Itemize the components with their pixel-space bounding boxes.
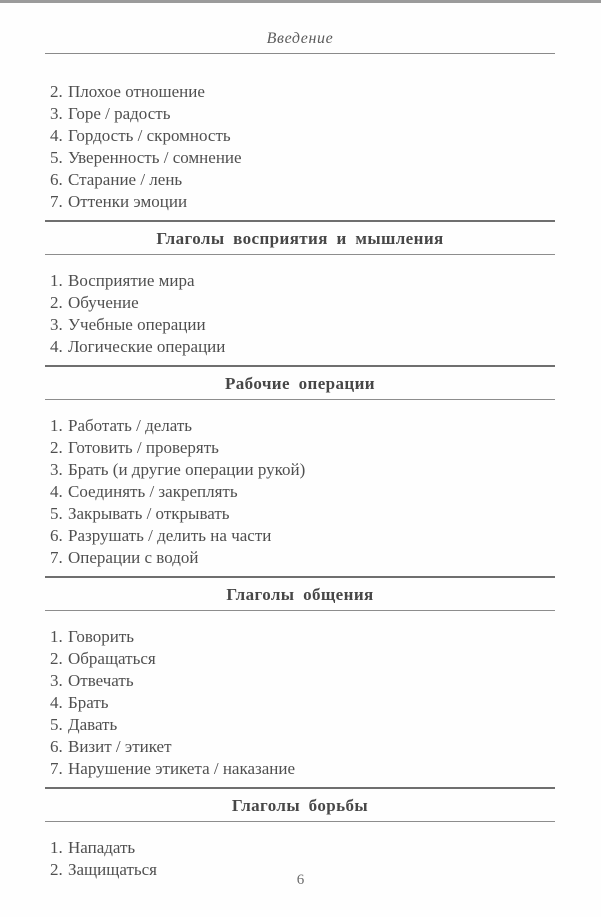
section-header-band bbox=[45, 220, 555, 255]
toc-item-text: Брать bbox=[68, 693, 109, 712]
toc-item-number: 1. bbox=[50, 838, 63, 857]
toc-item bbox=[50, 459, 555, 481]
toc-item-text: Соединять / закреплять bbox=[68, 482, 238, 501]
toc-item bbox=[50, 415, 555, 437]
toc-item bbox=[50, 191, 555, 213]
toc-item-number: 1. bbox=[50, 416, 63, 435]
page-edge-line bbox=[0, 0, 601, 3]
section-title: Глаголы общения bbox=[226, 585, 374, 604]
toc-item-text: Плохое отношение bbox=[68, 82, 205, 101]
toc-item-text: Учебные операции bbox=[68, 315, 206, 334]
running-head-rule bbox=[45, 53, 555, 54]
toc-item bbox=[50, 292, 555, 314]
toc-item-number: 2. bbox=[50, 860, 63, 879]
toc-item-text: Горе / радость bbox=[68, 104, 171, 123]
toc-item-number: 5. bbox=[50, 148, 63, 167]
toc-item-number: 2. bbox=[50, 82, 63, 101]
toc-item-number: 3. bbox=[50, 315, 63, 334]
toc-item-number: 1. bbox=[50, 271, 63, 290]
toc-item-text: Защищаться bbox=[68, 860, 157, 879]
toc-item-text: Закрывать / открывать bbox=[68, 504, 230, 523]
toc-item-text: Нападать bbox=[68, 838, 136, 857]
toc-item-text: Операции с водой bbox=[68, 548, 199, 567]
toc-item bbox=[50, 837, 555, 859]
toc-list bbox=[45, 415, 555, 569]
toc-sections bbox=[45, 81, 555, 881]
toc-item-number: 4. bbox=[50, 337, 63, 356]
toc-item-number: 7. bbox=[50, 548, 63, 567]
toc-item bbox=[50, 736, 555, 758]
toc-item-text: Говорить bbox=[68, 627, 135, 646]
toc-item-text: Гордость / скромность bbox=[68, 126, 231, 145]
toc-item-text: Старание / лень bbox=[68, 170, 183, 189]
toc-item-number: 4. bbox=[50, 693, 63, 712]
section-header-band bbox=[45, 576, 555, 611]
toc-list bbox=[45, 81, 555, 213]
toc-item-number: 3. bbox=[50, 460, 63, 479]
toc-item bbox=[50, 692, 555, 714]
page-number: 6 bbox=[296, 872, 305, 888]
toc-item-text: Разрушать / делить на части bbox=[68, 526, 272, 545]
section-title: Глаголы восприятия и мышления bbox=[156, 229, 444, 248]
toc-item-number: 6. bbox=[50, 526, 63, 545]
toc-item-text: Уверенность / сомнение bbox=[68, 148, 242, 167]
toc-item-number: 5. bbox=[50, 715, 63, 734]
toc-item-text: Логические операции bbox=[68, 337, 226, 356]
running-head-title: Введение bbox=[266, 30, 334, 47]
toc-item-number: 2. bbox=[50, 649, 63, 668]
toc-item-text: Отвечать bbox=[68, 671, 134, 690]
toc-item-text: Нарушение этикета / наказание bbox=[68, 759, 296, 778]
toc-item bbox=[50, 758, 555, 780]
toc-item-text: Визит / этикет bbox=[68, 737, 172, 756]
section-header-band bbox=[45, 365, 555, 400]
toc-item bbox=[50, 270, 555, 292]
toc-list bbox=[45, 626, 555, 780]
toc-item bbox=[50, 547, 555, 569]
toc-item bbox=[50, 437, 555, 459]
running-head bbox=[45, 30, 555, 54]
toc-item-number: 4. bbox=[50, 126, 63, 145]
toc-item-text: Оттенки эмоции bbox=[68, 192, 188, 211]
toc-item-text: Готовить / проверять bbox=[68, 438, 219, 457]
toc-item bbox=[50, 670, 555, 692]
toc-item-number: 2. bbox=[50, 438, 63, 457]
toc-item-number: 7. bbox=[50, 192, 63, 211]
toc-item bbox=[50, 481, 555, 503]
toc-item-text: Давать bbox=[68, 715, 118, 734]
toc-item bbox=[50, 103, 555, 125]
toc-item-text: Обучение bbox=[68, 293, 139, 312]
toc-item bbox=[50, 314, 555, 336]
section-title: Глаголы борьбы bbox=[231, 796, 369, 815]
toc-item bbox=[50, 648, 555, 670]
toc-item bbox=[50, 336, 555, 358]
toc-item bbox=[50, 81, 555, 103]
toc-list bbox=[45, 270, 555, 358]
toc-item-number: 5. bbox=[50, 504, 63, 523]
toc-item-number: 4. bbox=[50, 482, 63, 501]
toc-item bbox=[50, 626, 555, 648]
toc-item-number: 6. bbox=[50, 737, 63, 756]
toc-item-number: 1. bbox=[50, 627, 63, 646]
toc-item-text: Обращаться bbox=[68, 649, 156, 668]
toc-item-number: 2. bbox=[50, 293, 63, 312]
section-header-band bbox=[45, 787, 555, 822]
page-content bbox=[0, 30, 601, 881]
toc-item-number: 6. bbox=[50, 170, 63, 189]
toc-item bbox=[50, 714, 555, 736]
toc-item bbox=[50, 169, 555, 191]
toc-item bbox=[50, 147, 555, 169]
toc-item-number: 3. bbox=[50, 104, 63, 123]
toc-item-text: Брать (и другие операции рукой) bbox=[68, 460, 306, 479]
toc-item-text: Работать / делать bbox=[68, 416, 193, 435]
toc-item-text: Восприятие мира bbox=[68, 271, 195, 290]
section-title: Рабочие операции bbox=[225, 374, 375, 393]
toc-item bbox=[50, 125, 555, 147]
toc-item bbox=[50, 525, 555, 547]
toc-item-number: 3. bbox=[50, 671, 63, 690]
toc-item-number: 7. bbox=[50, 759, 63, 778]
toc-item bbox=[50, 503, 555, 525]
